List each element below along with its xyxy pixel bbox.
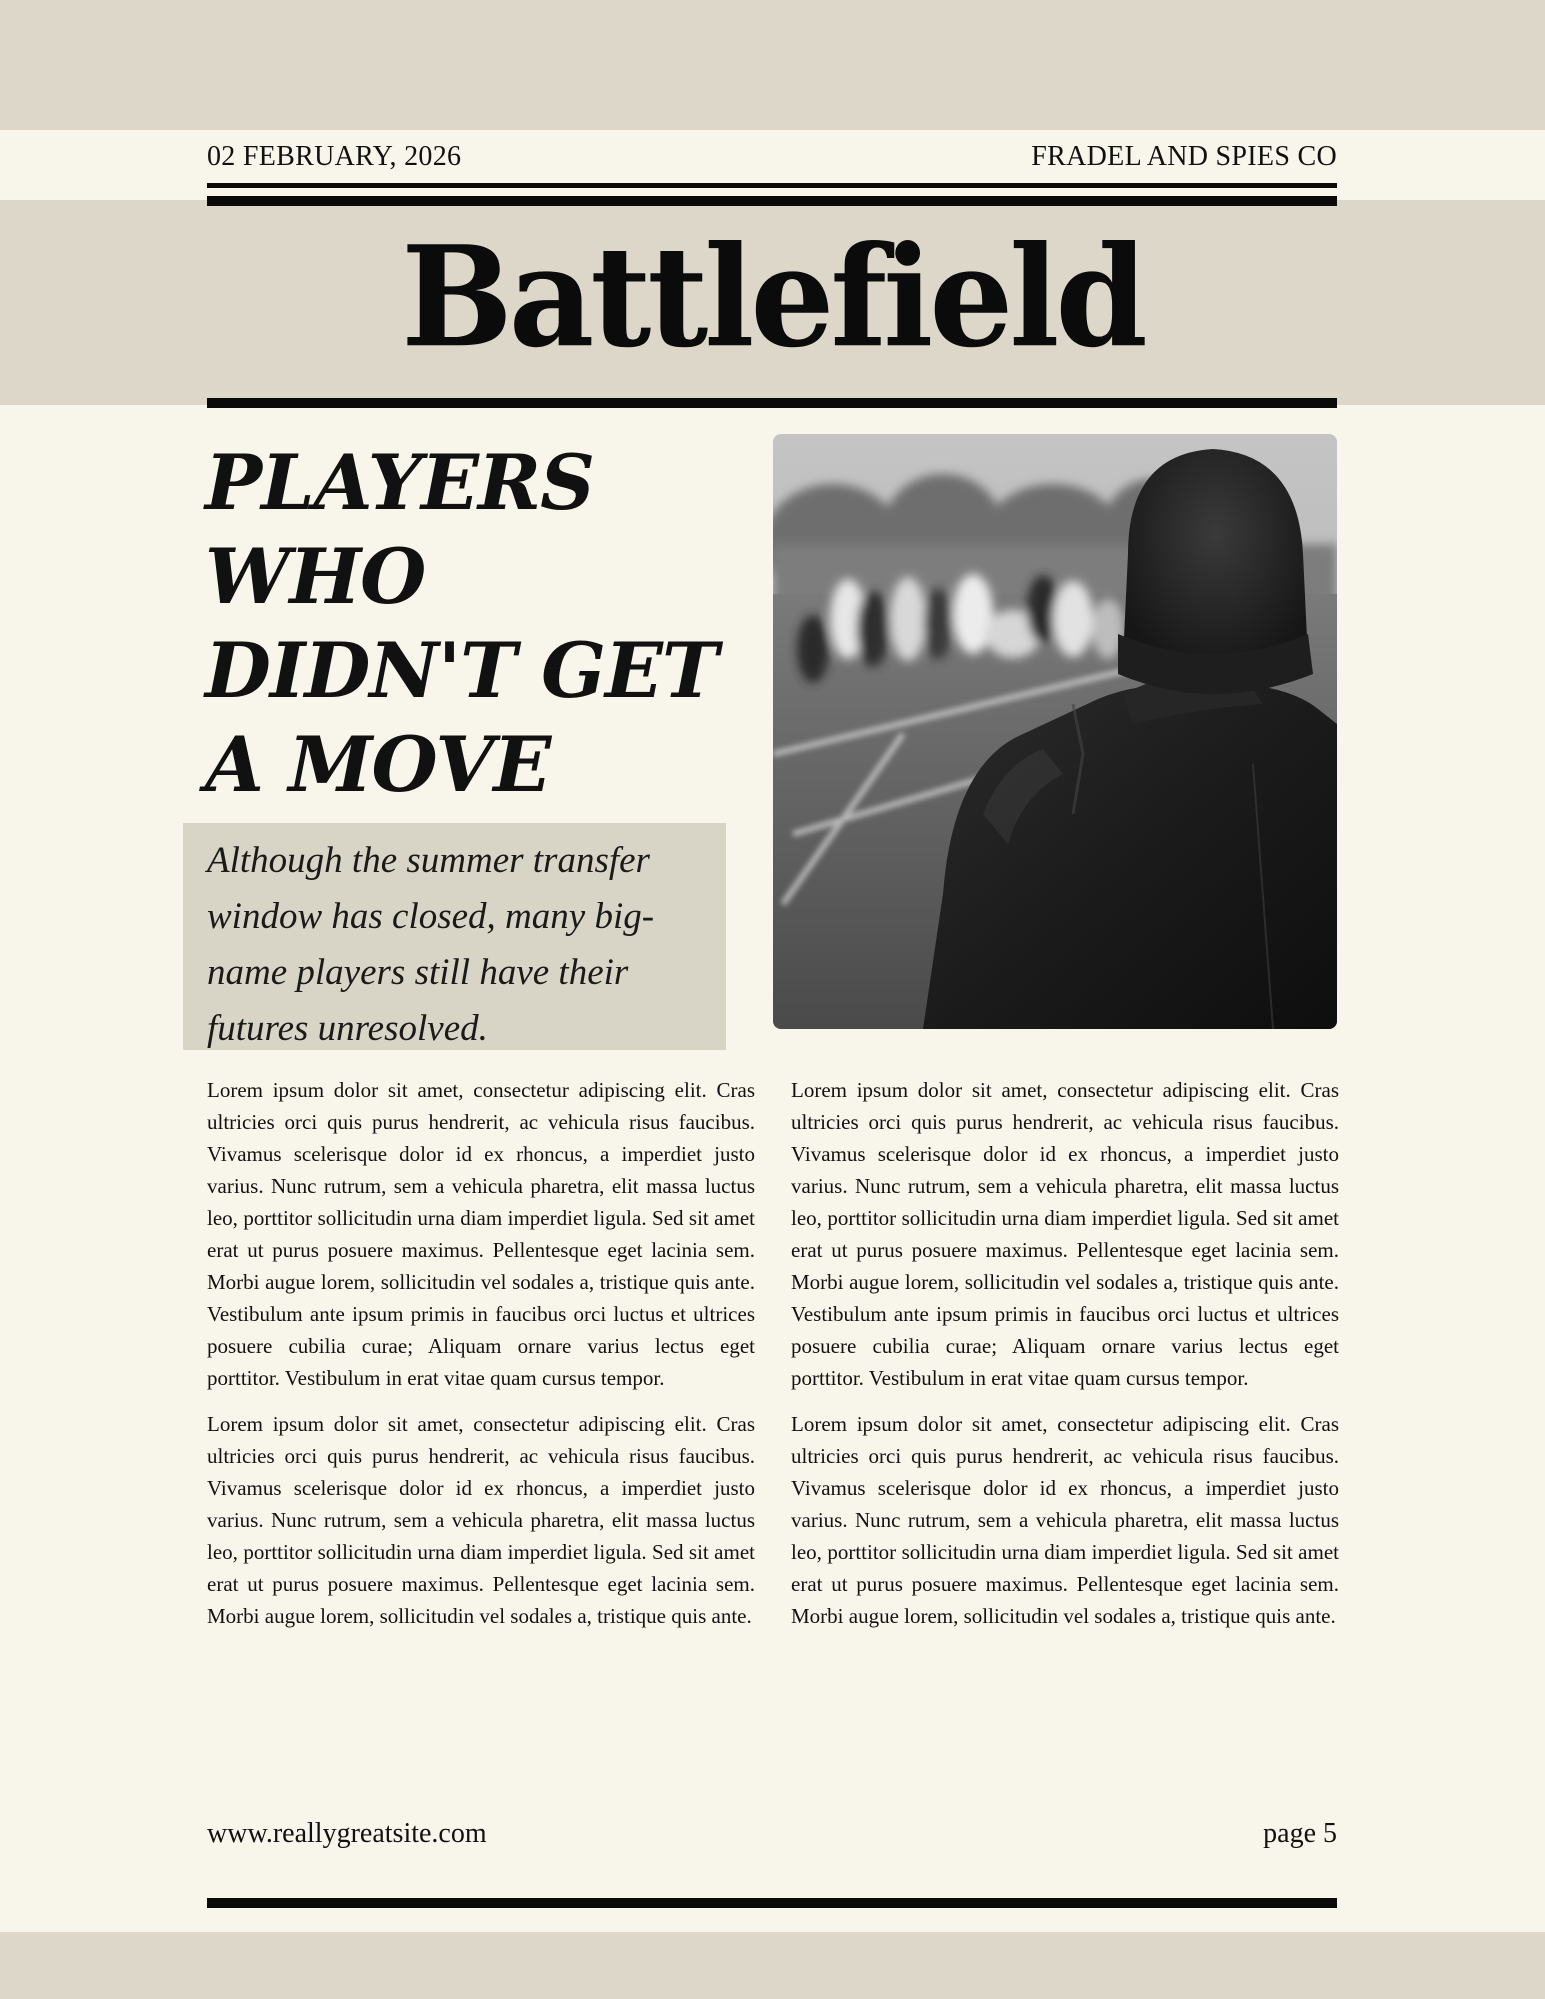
bottom-band	[0, 1932, 1545, 1999]
header-rule-thin	[207, 183, 1337, 188]
website-link[interactable]: www.reallygreatsite.com	[207, 1818, 487, 1849]
top-band	[0, 0, 1545, 130]
header-rule-thick	[207, 196, 1337, 206]
article-column-left	[207, 1074, 755, 1646]
footer-rule	[207, 1898, 1337, 1908]
article-column-right	[791, 1074, 1339, 1646]
paragraph: Lorem ipsum dolor sit amet, consectetur adipiscing elit. Cras ultricies orci quis purus hendrerit, ac vehicula risus faucibus. Vivamus scelerisque dolor id ex rhoncus, a imperdiet justo varius. Nunc rutrum, sem a vehicula pharetra, elit massa luctus leo, porttitor sollicitudin urna diam imperdiet ligula. Sed sit amet erat ut purus posuere maximus. Pellentesque eget lacinia sem. Morbi augue lorem, sollicitudin vel sodales a, tristique quis ante.	[207, 1412, 755, 1628]
paragraph: Lorem ipsum dolor sit amet, consectetur adipiscing elit. Cras ultricies orci quis purus hendrerit, ac vehicula risus faucibus. Vivamus scelerisque dolor id ex rhoncus, a imperdiet justo varius. Nunc rutrum, sem a vehicula pharetra, elit massa luctus leo, porttitor sollicitudin urna diam imperdiet ligula. Sed sit amet erat ut purus posuere maximus. Pellentesque eget lacinia sem. Morbi augue lorem, sollicitudin vel sodales a, tristique quis ante.	[791, 1412, 1339, 1628]
article-headline: PLAYERS WHO DIDN'T GET A MOVE	[205, 438, 718, 809]
publisher-name: FRADEL AND SPIES CO	[1031, 141, 1337, 172]
paragraph: Lorem ipsum dolor sit amet, consectetur adipiscing elit. Cras ultricies orci quis purus hendrerit, ac vehicula risus faucibus. Vivamus scelerisque dolor id ex rhoncus, a imperdiet justo varius. Nunc rutrum, sem a vehicula pharetra, elit massa luctus leo, porttitor sollicitudin urna diam imperdiet ligula. Sed sit amet erat ut purus posuere maximus. Pellentesque eget lacinia sem. Morbi augue lorem, sollicitudin vel sodales a, tristique quis ante. Vestibulum ante ipsum primis in faucibus orci luctus et ultrices posuere cubilia curae; Aliquam ornare varius lectus eget porttitor. Vestibulum in erat vitae quam cursus tempor.	[207, 1078, 755, 1390]
masthead-title: Battlefield	[401, 216, 1144, 379]
article-dek: Although the summer transfer window has closed, many big-name players still have their futures unresolved.	[183, 823, 726, 1050]
masthead-rule	[207, 398, 1337, 408]
masthead	[0, 208, 1545, 388]
paragraph: Lorem ipsum dolor sit amet, consectetur adipiscing elit. Cras ultricies orci quis purus hendrerit, ac vehicula risus faucibus. Vivamus scelerisque dolor id ex rhoncus, a imperdiet justo varius. Nunc rutrum, sem a vehicula pharetra, elit massa luctus leo, porttitor sollicitudin urna diam imperdiet ligula. Sed sit amet erat ut purus posuere maximus. Pellentesque eget lacinia sem. Morbi augue lorem, sollicitudin vel sodales a, tristique quis ante. Vestibulum ante ipsum primis in faucibus orci luctus et ultrices posuere cubilia curae; Aliquam ornare varius lectus eget porttitor. Vestibulum in erat vitae quam cursus tempor.	[791, 1078, 1339, 1390]
article-photo	[773, 434, 1337, 1029]
page-number: page 5	[1263, 1818, 1337, 1849]
hooded-spectator-photo	[773, 434, 1337, 1029]
issue-date: 02 FEBRUARY, 2026	[207, 141, 462, 172]
